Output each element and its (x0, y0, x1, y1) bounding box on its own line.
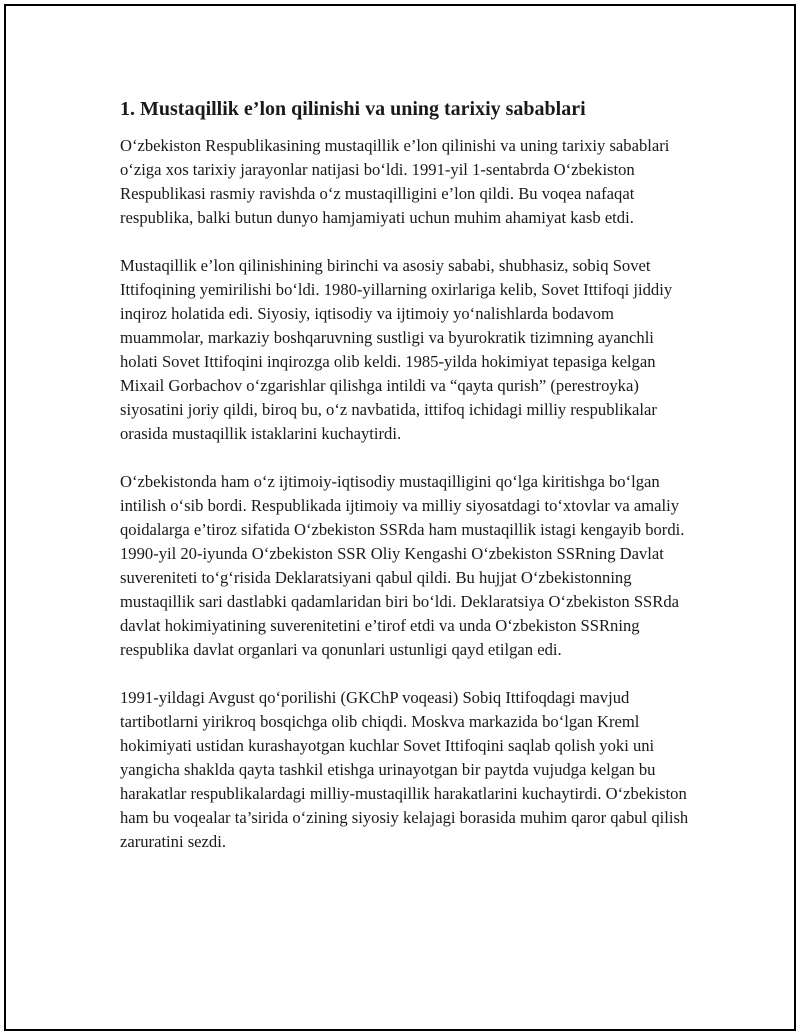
paragraph-2: Mustaqillik e’lon qilinishining birinchi va asosiy sababi, shubhasiz, sobiq Sovet Ittifoqining yemirilishi bo‘ldi. 1980-yillarning oxirlariga kelib, Sovet Ittifoqi jiddiy inqiroz holatida edi. Siyosiy, iqtisodiy va ijtimoiy yo‘nalishlarda bodavom muammolar, markaziy boshqaruvning sustligi va byurokratik tizimning ayanchli holati Sovet Ittifoqini inqirozga olib keldi. 1985-yilda hokimiyat tepasiga kelgan Mixail Gorbachov o‘zgarishlar qilishga intildi va “qayta qurish” (perestroyka) siyosatini joriy qildi, biroq bu, o‘z navbatida, ittifoq ichidagi milliy respublikalar orasida mustaqillik istaklarini kuchaytirdi. (120, 256, 673, 443)
section-heading: 1. Mustaqillik e’lon qilinishi va uning tarixiy sabablari (120, 98, 586, 120)
document-page (4, 4, 796, 1031)
paragraph-1: O‘zbekiston Respublikasining mustaqillik e’lon qilinishi va uning tarixiy sabablari o‘ziga xos tarixiy jarayonlar natijasi bo‘ldi. 1991-yil 1-sentabrda O‘zbekiston Respublikasi rasmiy ravishda o‘z mustaqilligini e’lon qildi. Bu voqea nafaqat respublika, balki butun dunyo hamjamiyati uchun muhim ahamiyat kasb etdi. (120, 136, 670, 227)
paragraph-4: 1991-yildagi Avgust qo‘porilishi (GKChP voqeasi) Sobiq Ittifoqdagi mavjud tartibotlarni yirikroq bosqichga olib chiqdi. Moskva markazida bo‘lgan Kreml hokimiyati ustidan kurashayotgan kuchlar Sovet Ittifoqini saqlab qolish yoki uni yangicha shaklda qayta tashkil etishga urinayotgan bir paytda vujudga kelgan bu harakatlar respublikalardagi milliy-mustaqillik harakatlarini kuchaytirdi. O‘zbekiston ham bu voqealar ta’sirida o‘zining siyosiy kelajagi borasida muhim qaror qabul qilish zaruratini sezdi. (120, 688, 689, 851)
document-body (120, 96, 694, 878)
paragraph-3: O‘zbekistonda ham o‘z ijtimoiy-iqtisodiy mustaqilligini qo‘lga kiritishga bo‘lgan intilish o‘sib bordi. Respublikada ijtimoiy va milliy siyosatdagi to‘xtovlar va amaliy qoidalarga e’tiroz sifatida O‘zbekiston SSRda ham mustaqillik istagi kengayib bordi. 1990-yil 20-iyunda O‘zbekiston SSR Oliy Kengashi O‘zbekiston SSRning Davlat suvereniteti to‘g‘risida Deklaratsiyani qabul qildi. Bu hujjat O‘zbekistonning mustaqillik sari dastlabki qadamlaridan biri bo‘ldi. Deklaratsiya O‘zbekiston SSRda davlat hokimiyatining suverenitetini e’tirof etdi va unda O‘zbekiston SSRning respublika davlat organlari va qonunlari ustunligi qayd etilgan edi. (120, 472, 685, 659)
